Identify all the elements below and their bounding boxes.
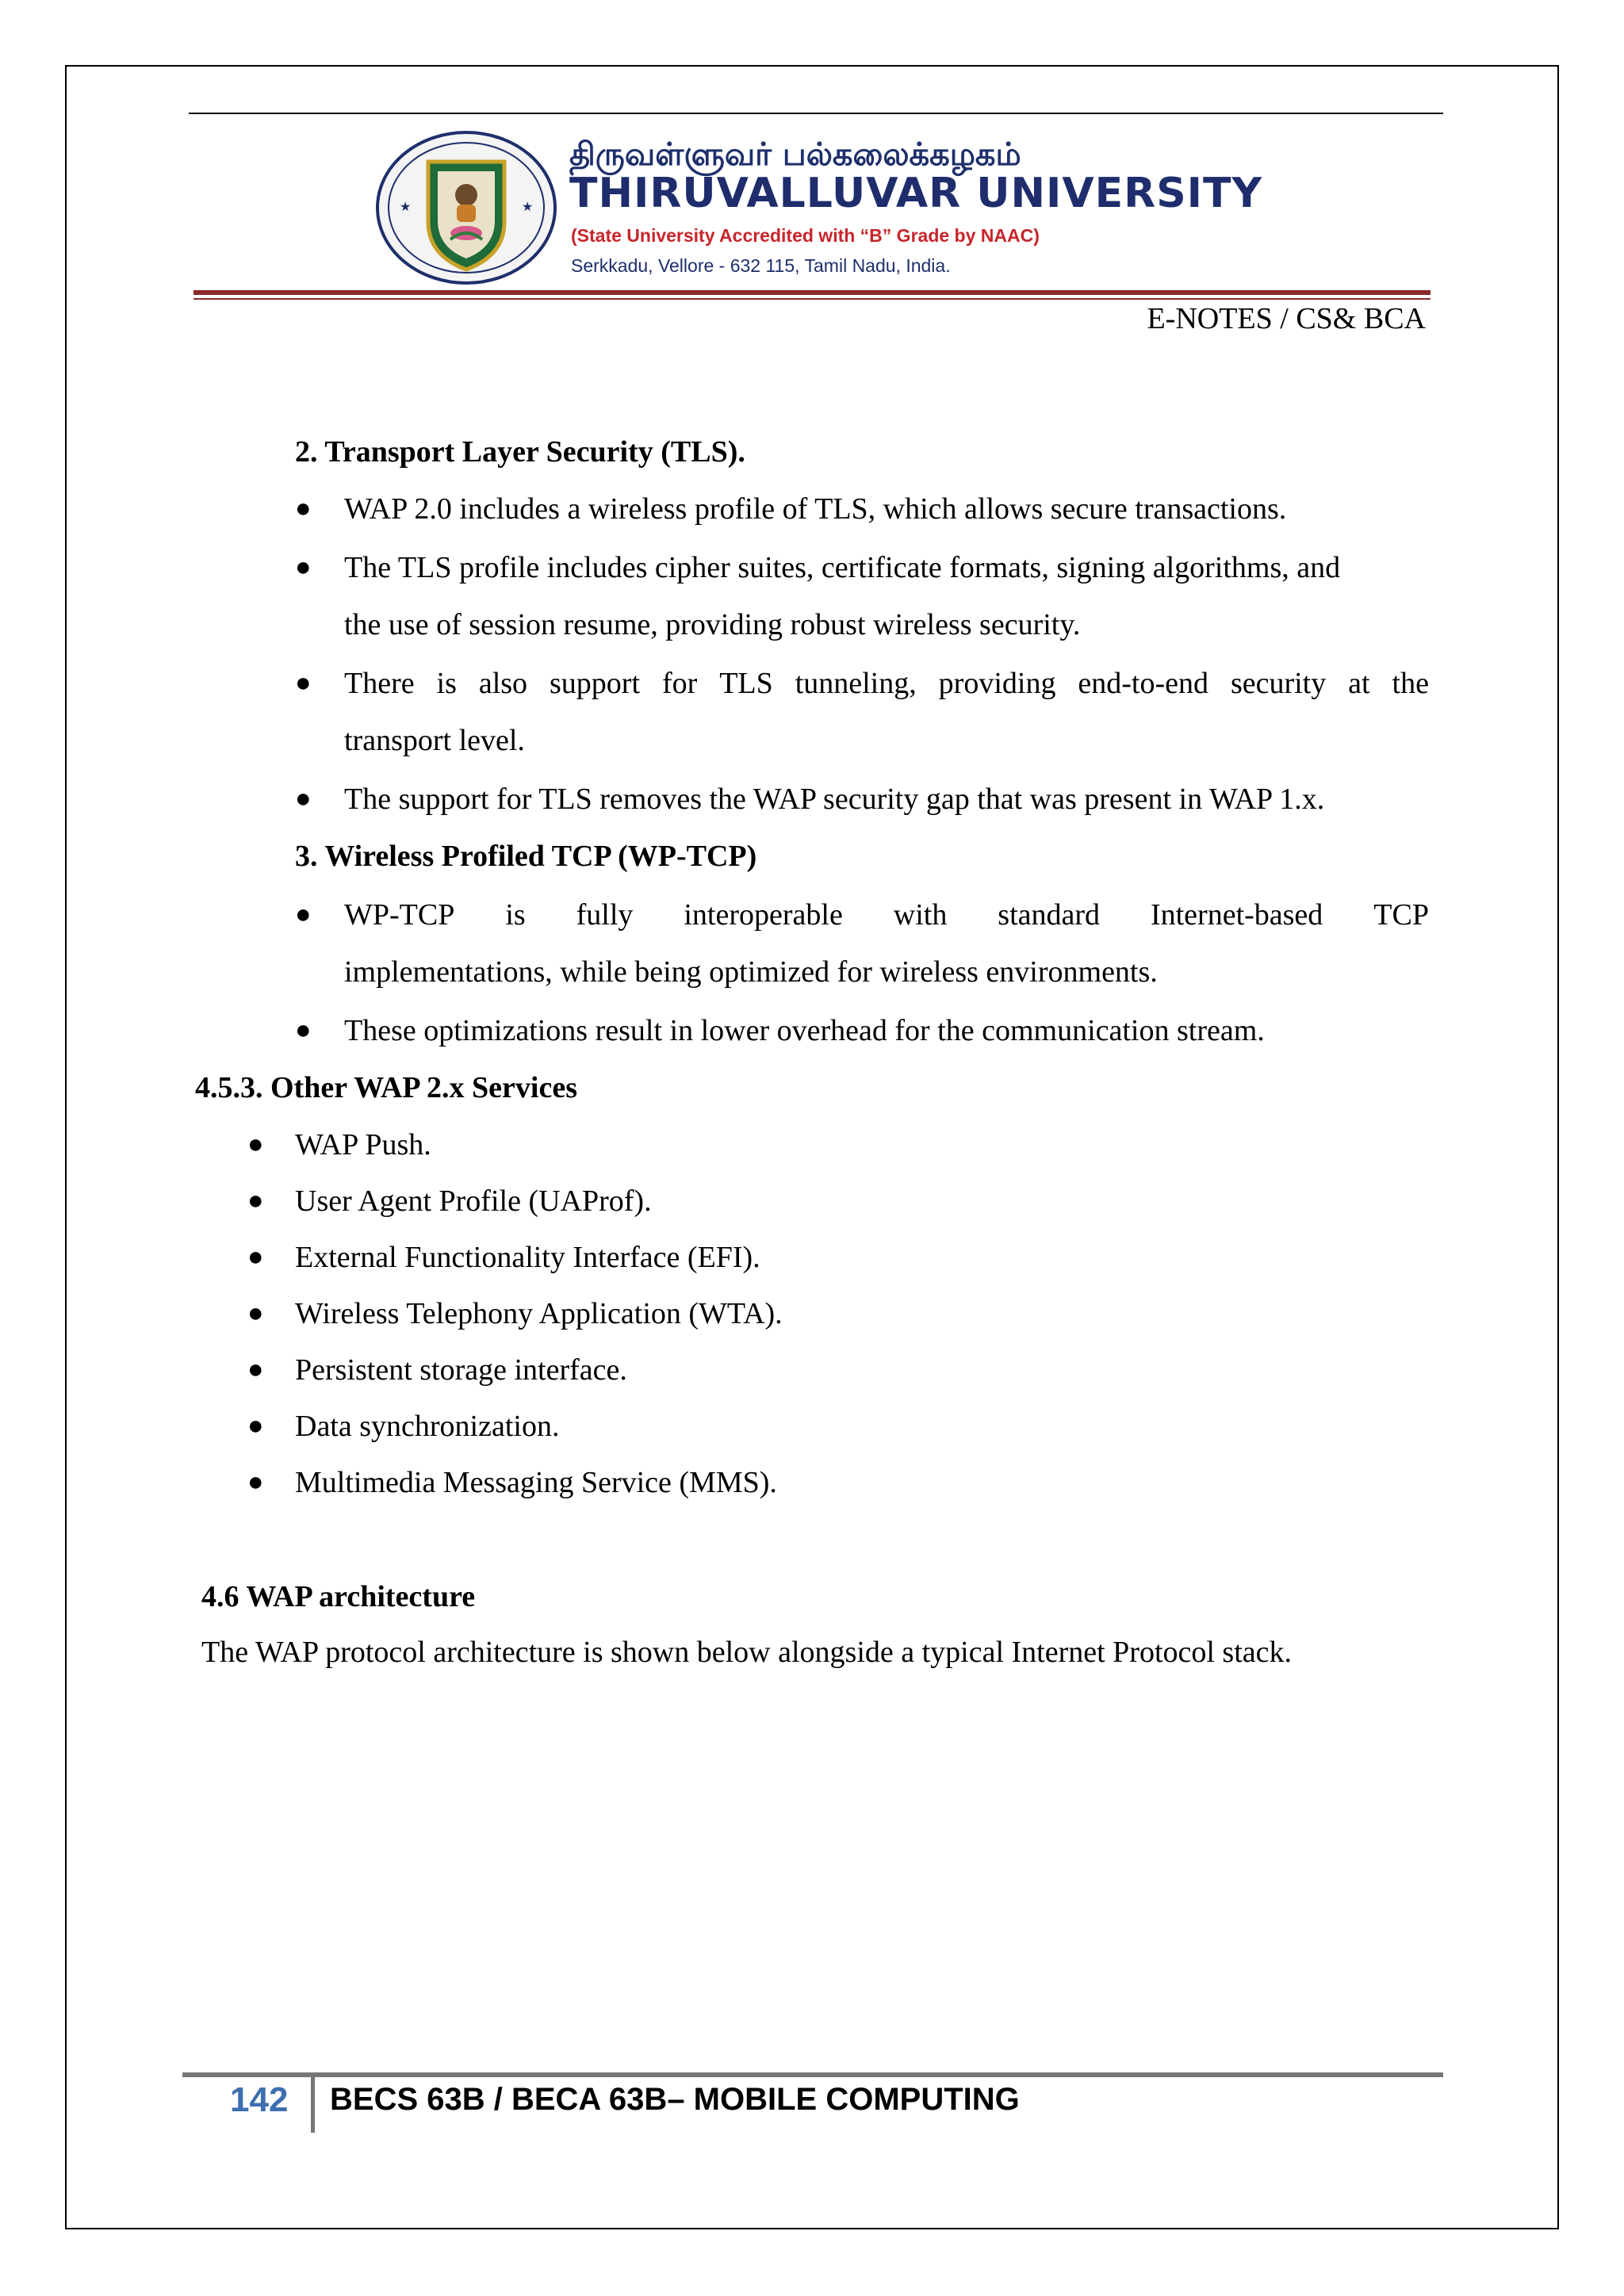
svg-text:★: ★	[522, 199, 534, 214]
list-item: WAP Push.	[295, 1128, 431, 1161]
course-title: BECS 63B / BECA 63B– MOBILE COMPUTING	[330, 2082, 1020, 2117]
wptcp-bullet-1-line-1	[344, 886, 1429, 943]
wptcp-bullet-1-word: TCP	[1373, 898, 1429, 932]
tls-bullet-3-line-1	[344, 655, 1429, 712]
bullet-icon: ●	[295, 494, 312, 523]
list-item: User Agent Profile (UAProf).	[295, 1184, 652, 1218]
wptcp-bullet-1-word: fully	[576, 898, 634, 932]
tls-bullet-3-word: support	[550, 667, 640, 700]
tls-bullet-2-line-1: The TLS profile includes cipher suites, certificate formats, signing algorithms, and	[344, 551, 1341, 584]
bullet-icon: ●	[295, 900, 312, 929]
list-item: Data synchronization.	[295, 1410, 560, 1443]
bullet-icon: ●	[295, 553, 312, 582]
header-top-rule	[189, 113, 1443, 114]
tls-bullet-3-word: security	[1230, 667, 1327, 700]
tls-bullet-3-word: the	[1392, 667, 1429, 700]
accreditation-text: (State University Accredited with “B” Grade by NAAC)	[571, 225, 1040, 246]
wptcp-bullet-1-line-2: implementations, while being optimized for wireless environments.	[344, 955, 1158, 989]
bullet-icon: ●	[247, 1355, 264, 1384]
wptcp-bullet-2: These optimizations result in lower overhead for the communication stream.	[344, 1014, 1265, 1047]
tls-bullet-3-word: end-to-end	[1078, 667, 1208, 700]
list-item: Persistent storage interface.	[295, 1353, 627, 1387]
wptcp-bullet-1-word: standard	[998, 898, 1101, 932]
document-tag: E-NOTES / CS& BCA	[1147, 302, 1426, 335]
university-emblem	[371, 128, 561, 287]
bullet-icon: ●	[247, 1242, 264, 1272]
tls-bullet-1: WAP 2.0 includes a wireless profile of TLS, which allows secure transactions.	[344, 492, 1287, 526]
tls-bullet-3-word: There	[344, 667, 415, 700]
bullet-icon: ●	[295, 1016, 312, 1045]
tls-heading: 2. Transport Layer Security (TLS).	[295, 435, 745, 469]
bullet-icon: ●	[247, 1299, 264, 1328]
footer-rule	[182, 2072, 1443, 2077]
page-number: 142	[230, 2080, 289, 2119]
wptcp-bullet-1-word: interoperable	[684, 898, 843, 932]
wptcp-bullet-1-word: is	[505, 898, 526, 932]
list-item: Multimedia Messaging Service (MMS).	[295, 1466, 777, 1499]
university-seal-icon	[371, 128, 561, 287]
tls-bullet-3-word: TLS	[719, 667, 773, 700]
bullet-icon: ●	[295, 784, 312, 813]
architecture-text: The WAP protocol architecture is shown below alongside a typical Internet Protocol stack.	[201, 1636, 1293, 1669]
other-services-heading: 4.5.3. Other WAP 2.x Services	[195, 1071, 577, 1104]
tls-bullet-3-line-2: transport level.	[344, 724, 525, 757]
tls-bullet-4: The support for TLS removes the WAP security gap that was present in WAP 1.x.	[344, 783, 1325, 816]
bullet-icon: ●	[247, 1130, 264, 1159]
tls-bullet-3-word: at	[1348, 667, 1370, 700]
wptcp-heading: 3. Wireless Profiled TCP (WP-TCP)	[295, 840, 757, 873]
footer-divider	[311, 2077, 315, 2133]
tls-bullet-2-line-2: the use of session resume, providing robust wireless security.	[344, 608, 1081, 641]
wptcp-bullet-1-word: WP-TCP	[344, 898, 455, 932]
bullet-icon: ●	[247, 1186, 264, 1215]
tls-bullet-3-word: tunneling,	[795, 667, 917, 700]
list-item: External Functionality Interface (EFI).	[295, 1241, 760, 1274]
tls-bullet-3-word: also	[478, 667, 528, 700]
bullet-icon: ●	[295, 668, 312, 698]
university-name: THIRUVALLUVAR UNIVERSITY	[569, 170, 1263, 217]
tls-bullet-3-word: is	[436, 667, 457, 700]
wptcp-bullet-1-word: with	[893, 898, 948, 932]
list-item: Wireless Telephony Application (WTA).	[295, 1297, 783, 1330]
wptcp-bullet-1-word: Internet-based	[1150, 898, 1323, 932]
page-border	[65, 65, 1559, 2229]
university-tamil-name: திருவள்ளுவர் பல்கலைக்கழகம்	[569, 136, 1021, 173]
tls-bullet-3-word: for	[661, 667, 698, 700]
tls-bullet-3-word: providing	[938, 667, 1056, 700]
bullet-icon: ●	[247, 1468, 264, 1497]
header-bottom-rule	[193, 290, 1431, 300]
svg-text:★: ★	[400, 199, 412, 214]
bullet-icon: ●	[247, 1411, 264, 1441]
architecture-heading: 4.6 WAP architecture	[201, 1580, 476, 1613]
university-address: Serkkadu, Vellore - 632 115, Tamil Nadu, India.	[571, 255, 951, 276]
